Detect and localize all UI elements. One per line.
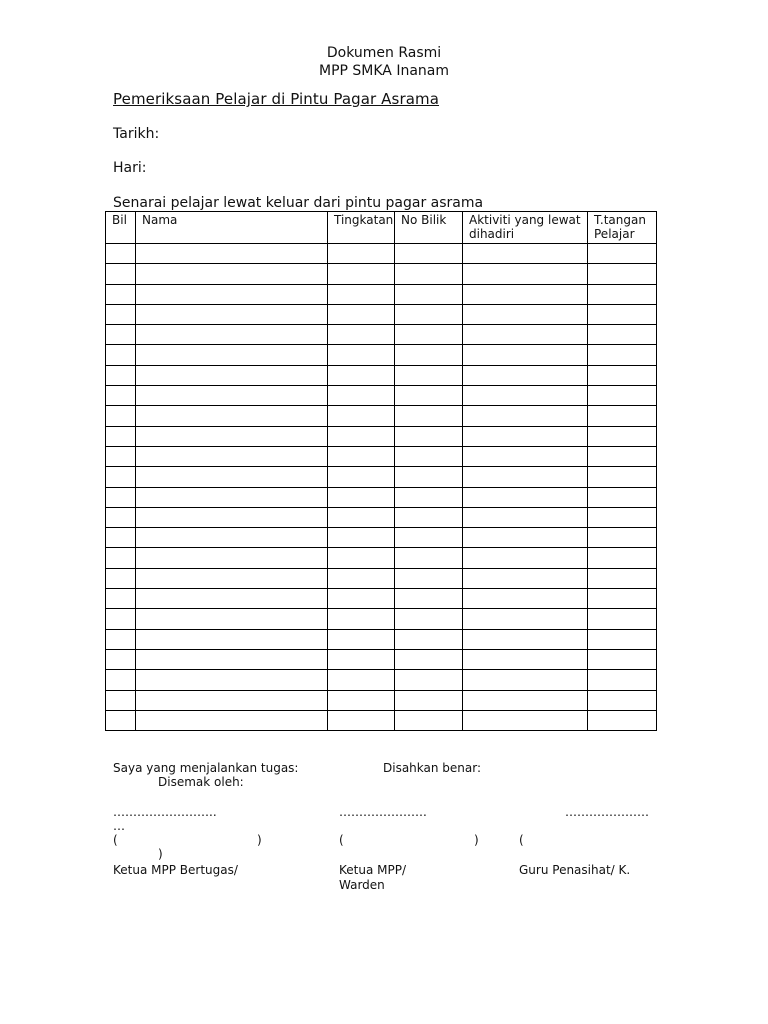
- verified-statement: Disahkan benar:: [383, 761, 482, 775]
- table-row: [106, 507, 657, 527]
- table-cell: [136, 507, 328, 527]
- table-cell: [328, 386, 395, 406]
- table-cell: [463, 446, 588, 466]
- table-cell: [106, 426, 136, 446]
- table-cell: [136, 528, 328, 548]
- role-guru-penasihat: Guru Penasihat/ K.: [519, 863, 631, 877]
- table-cell: [463, 487, 588, 507]
- table-cell: [136, 406, 328, 426]
- table-cell: [106, 609, 136, 629]
- table-cell: [136, 304, 328, 324]
- table-cell: [106, 345, 136, 365]
- table-cell: [588, 426, 657, 446]
- table-cell: [328, 487, 395, 507]
- table-cell: [395, 244, 463, 264]
- table-cell: [463, 507, 588, 527]
- table-cell: [463, 345, 588, 365]
- table-cell: [588, 467, 657, 487]
- table-cell: [136, 244, 328, 264]
- table-header-row: [106, 212, 657, 244]
- table-cell: [395, 629, 463, 649]
- table-row: [106, 446, 657, 466]
- table-cell: [395, 649, 463, 669]
- table-cell: [463, 710, 588, 730]
- table-cell: [588, 649, 657, 669]
- table-row: [106, 365, 657, 385]
- table-cell: [395, 507, 463, 527]
- table-cell: [395, 670, 463, 690]
- table-cell: [463, 264, 588, 284]
- table-cell: [463, 649, 588, 669]
- table-cell: [136, 629, 328, 649]
- table-cell: [588, 507, 657, 527]
- table-cell: [395, 426, 463, 446]
- table-cell: [328, 426, 395, 446]
- table-cell: [136, 446, 328, 466]
- doc-header-line1: Dokumen Rasmi: [326, 45, 442, 61]
- table-cell: [463, 589, 588, 609]
- table-row: [106, 467, 657, 487]
- table-cell: [106, 386, 136, 406]
- table-cell: [136, 690, 328, 710]
- table-cell: [106, 325, 136, 345]
- table-cell: [328, 629, 395, 649]
- table-cell: [328, 325, 395, 345]
- table-cell: [106, 446, 136, 466]
- table-cell: [588, 264, 657, 284]
- table-cell: [395, 345, 463, 365]
- table-cell: [395, 406, 463, 426]
- table-cell: [328, 670, 395, 690]
- table-cell: [328, 244, 395, 264]
- table-cell: [106, 589, 136, 609]
- table-row: [106, 264, 657, 284]
- table-cell: [106, 548, 136, 568]
- table-cell: [395, 325, 463, 345]
- table-cell: [588, 690, 657, 710]
- table-cell: [328, 649, 395, 669]
- table-cell: [136, 710, 328, 730]
- checked-statement: Disemak oleh:: [158, 775, 244, 789]
- table-cell: [106, 507, 136, 527]
- table-cell: [588, 345, 657, 365]
- table-cell: [463, 426, 588, 446]
- table-row: [106, 426, 657, 446]
- table-cell: [395, 589, 463, 609]
- table-row: [106, 244, 657, 264]
- table-cell: [395, 528, 463, 548]
- table-row: [106, 284, 657, 304]
- table-cell: [106, 568, 136, 588]
- table-cell: [395, 304, 463, 324]
- table-cell: [588, 365, 657, 385]
- table-cell: [136, 670, 328, 690]
- table-cell: [328, 406, 395, 426]
- table-body: [106, 244, 657, 731]
- table-cell: [395, 264, 463, 284]
- table-cell: [106, 406, 136, 426]
- table-row: [106, 386, 657, 406]
- table-cell: [136, 609, 328, 629]
- table-cell: [463, 304, 588, 324]
- table-cell: [328, 548, 395, 568]
- table-cell: [588, 710, 657, 730]
- table-cell: [588, 406, 657, 426]
- table-cell: [463, 548, 588, 568]
- table-cell: [395, 365, 463, 385]
- col-header-tingkatan: Tingkatan: [328, 212, 395, 244]
- table-cell: [463, 325, 588, 345]
- table-row: [106, 406, 657, 426]
- table-caption: Senarai pelajar lewat keluar dari pintu pagar asrama: [113, 195, 484, 211]
- table-cell: [328, 690, 395, 710]
- table-cell: [328, 710, 395, 730]
- name-bracket-3-open: (: [519, 833, 524, 847]
- table-cell: [328, 589, 395, 609]
- table-row: [106, 629, 657, 649]
- table-cell: [328, 528, 395, 548]
- table-cell: [395, 284, 463, 304]
- table-cell: [463, 467, 588, 487]
- table-row: [106, 528, 657, 548]
- table-cell: [106, 467, 136, 487]
- table-cell: [106, 629, 136, 649]
- name-bracket-3-close: ): [158, 847, 163, 861]
- table-cell: [328, 609, 395, 629]
- table-cell: [395, 487, 463, 507]
- table-cell: [588, 670, 657, 690]
- table-cell: [588, 386, 657, 406]
- table-cell: [395, 446, 463, 466]
- table-row: [106, 345, 657, 365]
- table-cell: [328, 304, 395, 324]
- table-cell: [106, 528, 136, 548]
- name-bracket-2-open: (: [339, 833, 344, 847]
- table-cell: [136, 487, 328, 507]
- table-row: [106, 670, 657, 690]
- table-cell: [588, 446, 657, 466]
- table-cell: [136, 365, 328, 385]
- table-cell: [463, 386, 588, 406]
- table-cell: [136, 548, 328, 568]
- col-header-nama: Nama: [136, 212, 328, 244]
- table-cell: [106, 690, 136, 710]
- role-ketua-bertugas: Ketua MPP Bertugas/: [113, 863, 238, 877]
- date-label: Tarikh:: [113, 126, 160, 142]
- signature-line-1-wrap: …: [113, 819, 125, 833]
- table-cell: [106, 244, 136, 264]
- day-label: Hari:: [113, 160, 147, 176]
- table-cell: [588, 244, 657, 264]
- table-cell: [136, 589, 328, 609]
- table-cell: [588, 589, 657, 609]
- col-header-bil: Bil: [106, 212, 136, 244]
- col-header-no-bilik: No Bilik: [395, 212, 463, 244]
- table-cell: [463, 365, 588, 385]
- name-bracket-1-open: (: [113, 833, 118, 847]
- table-cell: [106, 670, 136, 690]
- duty-statement: Saya yang menjalankan tugas:: [113, 761, 299, 775]
- table-cell: [106, 304, 136, 324]
- table-cell: [106, 284, 136, 304]
- signature-line-3: …………………: [565, 805, 649, 819]
- table-cell: [588, 548, 657, 568]
- table-cell: [395, 386, 463, 406]
- table-cell: [328, 467, 395, 487]
- table-cell: [588, 284, 657, 304]
- signature-line-1: ……………………..: [113, 805, 217, 819]
- table-cell: [136, 325, 328, 345]
- table-cell: [136, 264, 328, 284]
- table-cell: [463, 406, 588, 426]
- table-cell: [328, 264, 395, 284]
- table-cell: [588, 609, 657, 629]
- table-row: [106, 649, 657, 669]
- table-cell: [106, 487, 136, 507]
- table-cell: [463, 284, 588, 304]
- table-row: [106, 589, 657, 609]
- table-row: [106, 690, 657, 710]
- table-cell: [463, 528, 588, 548]
- table-cell: [136, 649, 328, 669]
- doc-header-line2: MPP SMKA Inanam: [318, 63, 449, 79]
- table-cell: [136, 345, 328, 365]
- table-cell: [588, 568, 657, 588]
- page-title: Pemeriksaan Pelajar di Pintu Pagar Asrama: [113, 90, 440, 108]
- table-cell: [136, 568, 328, 588]
- table-row: [106, 710, 657, 730]
- table-cell: [463, 609, 588, 629]
- table-cell: [588, 304, 657, 324]
- table-cell: [136, 284, 328, 304]
- table-cell: [106, 365, 136, 385]
- table-cell: [395, 467, 463, 487]
- table-cell: [588, 325, 657, 345]
- table-cell: [106, 649, 136, 669]
- col-header-aktiviti: Aktiviti yang lewat dihadiri: [463, 212, 588, 244]
- table-cell: [463, 670, 588, 690]
- name-bracket-1-close: ): [257, 833, 262, 847]
- table-cell: [328, 284, 395, 304]
- table-cell: [328, 507, 395, 527]
- role-ketua-mpp: Ketua MPP/: [339, 863, 407, 877]
- name-bracket-2-close: ): [474, 833, 479, 847]
- table-cell: [136, 386, 328, 406]
- table-cell: [136, 426, 328, 446]
- table-cell: [395, 690, 463, 710]
- table-cell: [463, 629, 588, 649]
- table-cell: [106, 710, 136, 730]
- col-header-tandatangan: T.tangan Pelajar: [588, 212, 657, 244]
- table-cell: [588, 487, 657, 507]
- signature-line-2: ………………….: [339, 805, 427, 819]
- role-warden: Warden: [339, 878, 385, 892]
- table-row: [106, 487, 657, 507]
- table-row: [106, 325, 657, 345]
- table-row: [106, 304, 657, 324]
- table-row: [106, 548, 657, 568]
- table-cell: [588, 629, 657, 649]
- table-cell: [395, 568, 463, 588]
- table-cell: [328, 446, 395, 466]
- table-cell: [328, 345, 395, 365]
- table-cell: [395, 609, 463, 629]
- table-row: [106, 568, 657, 588]
- student-log-table: [105, 211, 657, 731]
- table-cell: [106, 264, 136, 284]
- table-cell: [463, 244, 588, 264]
- table-cell: [463, 568, 588, 588]
- table-cell: [328, 365, 395, 385]
- table-cell: [463, 690, 588, 710]
- table-cell: [395, 548, 463, 568]
- table-cell: [588, 528, 657, 548]
- table-cell: [136, 467, 328, 487]
- table-row: [106, 609, 657, 629]
- table-cell: [328, 568, 395, 588]
- table-cell: [395, 710, 463, 730]
